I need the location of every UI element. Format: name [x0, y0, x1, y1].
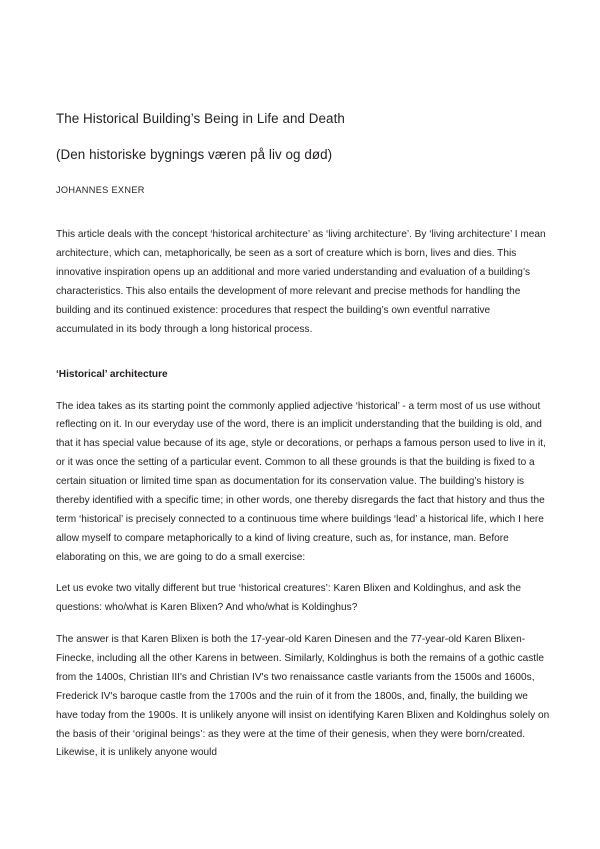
page-title: The Historical Building’s Being in Life and Death: [56, 111, 345, 126]
section-heading-historical-architecture: ‘Historical’ architecture: [56, 369, 168, 381]
author-byline: JOHANNES EXNER: [56, 185, 145, 196]
abstract-paragraph: This article deals with the concept ‘historical architecture’ as ‘living architecture’. By ‘living architecture’ I mean architecture, which can, metaphorically, be seen as a sort of creature which is born, lives and dies. This innovative inspiration opens up an additional and more varied understanding and evaluation of a building’s characteristics. This also entails the development of more relevant and precise methods for handling the building and its continued existence: procedures that respect the building’s own eventful narrative accumulated in its body through a long historical process.: [56, 229, 546, 335]
body-paragraph: The answer is that Karen Blixen is both the 17-year-old Karen Dinesen and the 77-year-old Karen Blixen-Finecke, including all the other Karens in between. Similarly, Koldinghus is both the remains of a gothic castle from the 1400s, Christian III's and Christian IV's two renaissance castle variants from the 1500s and 1600s, Frederick IV's baroque castle from the 1700s and the ruin of it from the 1800s, and, finally, the building we have today from the 1900s. It is unlikely anyone will insist on identifying Karen Blixen and Koldinghus solely on the basis of their ‘original beings’: as they were at the time of their genesis, when they were born/created. Likewise, it is unlikely anyone would: [56, 634, 550, 759]
body-paragraph: Let us evoke two vitally different but true ‘historical creatures’: Karen Blixen and Koldinghus, and ask the questions: who/what is Karen Blixen? And who/what is Koldinghus?: [56, 583, 521, 614]
document-content: [56, 110, 550, 763]
body-paragraph: The idea takes as its starting point the commonly applied adjective ‘historical’ - a term most of us use without reflecting on it. In our everyday use of the word, there is an implicit understanding that the building is old, and that it has special value because of its age, style or decorations, or perhaps a famous person used to live in it, or it was once the setting of a particular event. Common to all these grounds is that the building is fixed to a certain situation or limited time span as documentation for its conservation value. The building’s history is thereby identified with a specific time; in other words, one thereby disregards the fact that history and thus the term ‘historical’ is precisely connected to a continuous time where buildings ‘lead’ a historical life, which I here allow myself to compare metaphorically to a kind of living creature, such as, for instance, man. Before elaborating on this, we are going to do a small exercise:: [56, 400, 546, 563]
page-subtitle: (Den historiske bygnings væren på liv og død): [56, 147, 333, 163]
